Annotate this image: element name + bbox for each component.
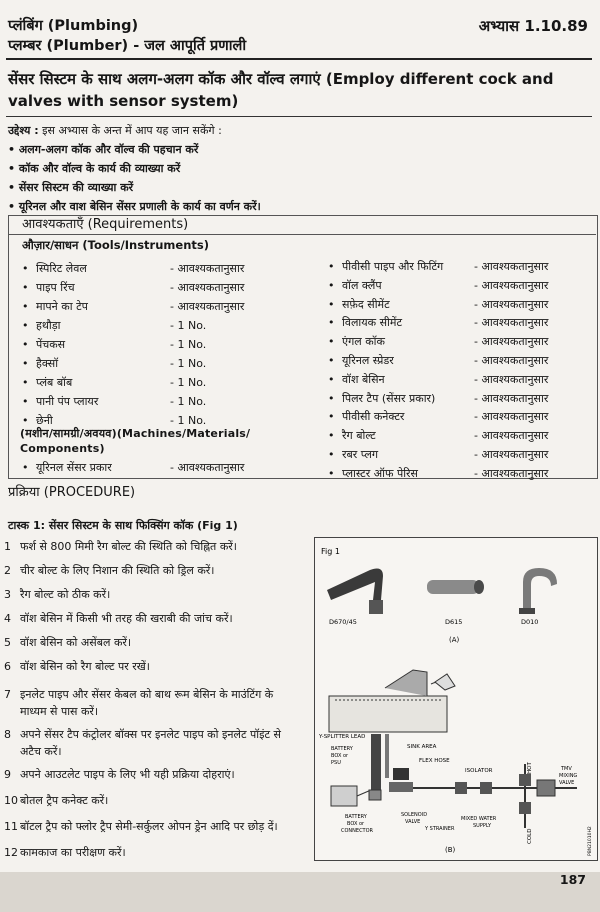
exercise-title: सेंसर सिस्टम के साथ अलग-अलग कॉक और वॉल्व लगाएं (Employ different cock and valves with sensor system) — [8, 70, 554, 110]
procedure-step — [4, 818, 286, 835]
requirement-item-qty: - आवश्यकतानुसार — [474, 410, 549, 424]
label-battery-1a: BATTERY — [331, 746, 353, 752]
machines-heading: (मशीन/सामग्री/अवयव)(Machines/Materials/ Components) — [20, 427, 251, 455]
bullet: • — [328, 278, 335, 292]
requirement-item-qty: - आवश्यकतानुसार — [474, 448, 549, 461]
label-sink-area: SINK AREA — [407, 744, 437, 750]
label-isolator: ISOLATOR — [465, 768, 493, 774]
requirement-item-name: प्लास्टर ऑफ पेरिस — [342, 466, 418, 480]
figure-drawing — [315, 538, 597, 860]
procedure-step — [4, 586, 286, 603]
label-box-2: BOX or — [347, 821, 365, 827]
requirement-item-qty: - 1 No. — [170, 395, 207, 408]
requirement-item-qty: - 1 No. — [170, 319, 207, 332]
requirement-item-name: पीवीसी पाइप और फिटिंग — [342, 260, 444, 273]
label-cold: COLD — [527, 828, 533, 844]
label-battery-1c: PSU — [331, 760, 341, 766]
step-number: 8 — [4, 728, 11, 741]
exercise-number: अभ्यास 1.10.89 — [478, 17, 588, 35]
requirement-item-qty: - 1 No. — [170, 376, 207, 389]
requirement-item-qty: - आवश्यकतानुसार — [170, 281, 245, 294]
part-d010-label: D010 — [521, 618, 539, 626]
connector-box-icon — [369, 790, 381, 800]
bullet: • — [22, 319, 29, 332]
requirement-item-name: यूरिनल सेंसर प्रकार — [36, 461, 112, 474]
objectives-lead: उद्देश्य : — [8, 124, 39, 137]
requirements-heading: आवश्यकताएँ (Requirements) — [8, 215, 596, 235]
requirement-item-qty: - आवश्यकतानुसार — [170, 300, 245, 313]
tap-d010-icon — [519, 568, 557, 614]
bullet: • — [328, 372, 335, 386]
requirement-item-name: वॉश बेसिन — [342, 372, 385, 386]
requirement-item-name: वॉल क्लैंप — [342, 278, 382, 292]
procedure-step — [4, 658, 286, 675]
label-solenoid-2: VALVE — [405, 819, 421, 825]
requirement-item-qty: - 1 No. — [170, 414, 207, 427]
requirement-item-name: छेनी — [36, 414, 53, 427]
step-number: 5 — [4, 636, 11, 649]
objective-item: • कॉक और वॉल्व के कार्य की व्याख्या करें — [8, 162, 181, 175]
figure-code: PBN21010H2 — [588, 826, 593, 856]
step-text: अपने आउटलेट पाइप के लिए भी यही प्रक्रिया दोहराएं। — [20, 768, 235, 781]
bullet: • — [22, 376, 29, 389]
requirement-item-qty: - आवश्यकतानुसार — [474, 429, 549, 443]
header-subject: प्लम्बर (Plumber) - जल आपूर्ति प्रणाली — [8, 38, 247, 54]
battery-box-icon — [331, 786, 371, 806]
step-number: 12 — [4, 846, 18, 859]
bullet: • — [328, 466, 335, 480]
procedure-heading: प्रक्रिया (PROCEDURE) — [8, 485, 136, 500]
bullet: • — [328, 448, 335, 461]
bullet: • — [328, 354, 335, 367]
requirement-item-qty: - आवश्यकतानुसार — [474, 335, 549, 349]
step-text: बोतल ट्रैप कनेक्ट करें। — [20, 794, 109, 807]
isolator-icon — [455, 774, 531, 814]
requirement-item-name: पानी पंप प्लायर — [36, 395, 99, 408]
step-text: बॉटल ट्रैप को फ्लोर ट्रैप सेमी-सर्कुलर ओपन ड्रेन आदि पर छोड़ दें। — [20, 820, 278, 833]
label-box-1: BATTERY — [345, 814, 367, 820]
objective-item: • अलग-अलग कॉक और वॉल्व की पहचान करें — [8, 143, 199, 156]
step-number: 1 — [4, 540, 11, 553]
label-solenoid-1: SOLENOID — [401, 812, 428, 818]
procedure-step — [4, 538, 286, 555]
procedure-step — [4, 634, 286, 651]
step-text: वॉश बेसिन में किसी भी तरह की खराबी की जांच करें। — [20, 612, 233, 625]
requirement-item-name: हैक्सॉ — [36, 357, 59, 370]
header-titles — [8, 16, 246, 56]
objective-item: • यूरिनल और वाश बेसिन सेंसर प्रणाली के कार्य का वर्णन करें। — [8, 200, 261, 213]
requirement-item-qty: - आवश्यकतानुसार — [170, 262, 245, 275]
bullet: • — [22, 461, 29, 474]
bullet: • — [22, 281, 29, 294]
procedure-step — [4, 686, 286, 720]
bullet: • — [328, 410, 335, 424]
label-flex-hose: FLEX HOSE — [419, 758, 450, 764]
battery-box-top-icon — [371, 734, 389, 790]
label-splitter: Y-SPLITTER LEAD — [319, 734, 366, 740]
bullet: • — [22, 414, 29, 427]
requirement-item-qty: - आवश्यकतानुसार — [474, 372, 549, 386]
step-number: 3 — [4, 588, 11, 601]
caption-a: (A) — [449, 636, 460, 644]
requirement-item-name: पेंचकस — [36, 338, 66, 351]
requirement-item-name: एंगल कॉक — [342, 335, 385, 349]
requirement-item-qty: - 1 No. — [170, 338, 207, 351]
step-number: 10 — [4, 794, 18, 807]
sink-drawing — [329, 670, 455, 732]
label-box-3: CONNECTOR — [341, 828, 374, 834]
step-text: कामकाज का परीक्षण करें। — [20, 846, 126, 859]
requirement-item-name: रबर प्लग — [342, 448, 379, 461]
procedure-step — [4, 726, 286, 760]
requirement-item-qty: - आवश्यकतानुसार — [474, 391, 549, 405]
objectives — [8, 121, 261, 216]
title-divider — [6, 116, 592, 117]
label-y-strainer: Y STRAINER — [425, 826, 455, 832]
bullet: • — [328, 429, 335, 443]
label-tmv-3: VALVE — [559, 780, 575, 786]
label-tmv-2: MIXING — [559, 773, 578, 779]
label-mixed-2: SUPPLY — [473, 823, 492, 829]
procedure-step — [4, 610, 286, 627]
requirement-item-name: पीवीसी कनेक्टर — [342, 410, 405, 424]
requirement-item-name: विलायक सीमेंट — [342, 316, 403, 330]
step-text: फर्श से 800 मिमी रैग बोल्ट की स्थिति को चिह्नित करें। — [20, 540, 237, 553]
fig-label: Fig 1 — [321, 547, 340, 556]
bullet: • — [22, 300, 29, 313]
step-text: इनलेट पाइप और सेंसर केबल को बाथ रूम बेसिन के माउंटिंग के माध्यम से पास करें। — [20, 688, 274, 718]
requirement-item-qty: - आवश्यकतानुसार — [474, 354, 549, 367]
requirement-item-name: प्लंब बॉब — [36, 376, 73, 389]
bullet: • — [328, 335, 335, 349]
part-d615-label: D615 — [445, 618, 463, 626]
requirement-item-name: स्पिरिट लेवल — [36, 262, 87, 275]
requirement-item-name: सफ़ेद सीमेंट — [342, 297, 390, 311]
footer-strip — [0, 872, 600, 912]
figure-1 — [314, 537, 598, 861]
procedure-step — [4, 844, 286, 861]
tap-d615-icon — [427, 580, 484, 594]
header-trade: प्लंबिंग (Plumbing) — [8, 18, 139, 34]
requirement-item-qty: - आवश्यकतानुसार — [474, 297, 549, 311]
procedure-step — [4, 792, 286, 809]
step-text: रैग बोल्ट को ठीक करें। — [20, 588, 111, 601]
part-d670-label: D670/45 — [329, 618, 357, 626]
requirement-item-name: पिलर टैप (सेंसर प्रकार) — [342, 391, 436, 405]
requirement-item-qty: - आवश्यकतानुसार — [474, 260, 549, 273]
requirement-item-name: रैग बोल्ट — [342, 429, 376, 443]
requirement-item-qty: - आवश्यकतानुसार — [474, 466, 549, 480]
header-divider — [6, 58, 592, 60]
bullet: • — [22, 338, 29, 351]
bullet: • — [328, 260, 335, 273]
requirement-item-qty: - आवश्यकतानुसार — [474, 278, 549, 292]
label-battery-1b: BOX or — [331, 753, 349, 759]
procedure-step — [4, 766, 286, 783]
bullet: • — [328, 297, 335, 311]
step-number: 11 — [4, 820, 18, 833]
objectives-intro: इस अभ्यास के अन्त में आप यह जान सकेंगे : — [42, 124, 222, 137]
requirement-item-qty: - 1 No. — [170, 357, 207, 370]
bullet: • — [328, 316, 335, 330]
page-number: 187 — [559, 872, 586, 887]
step-number: 9 — [4, 768, 11, 781]
step-number: 4 — [4, 612, 11, 625]
tools-heading: औज़ार/साधन (Tools/Instruments) — [22, 238, 209, 252]
label-mixed-1: MIXED WATER — [461, 816, 497, 822]
step-number: 6 — [4, 660, 11, 673]
step-number: 2 — [4, 564, 11, 577]
step-text: वॉश बेसिन को रैग बोल्ट पर रखें। — [20, 660, 150, 673]
requirement-item-name: यूरिनल स्प्रेडर — [342, 354, 394, 367]
step-text: वॉश बेसिन को असेंबल करें। — [20, 636, 132, 649]
tap-d670-icon — [327, 568, 383, 614]
requirement-item-name: हथौड़ा — [36, 319, 61, 332]
caption-b: (B) — [445, 846, 456, 854]
task-heading: टास्क 1: सेंसर सिस्टम के साथ फिक्सिंग कॉक (Fig 1) — [8, 519, 238, 532]
requirement-item-name: पाइप रिंच — [36, 281, 75, 294]
bullet: • — [22, 357, 29, 370]
objective-item: • सेंसर सिस्टम की व्याख्या करें — [8, 181, 134, 194]
step-text: अपने सेंसर टैप कंट्रोलर बॉक्स पर इनलेट पाइप को इनलेट पॉइंट से अटैच करें। — [20, 728, 281, 758]
step-text: चीर बोल्ट के लिए निशान की स्थिति को ड्रिल करें। — [20, 564, 215, 577]
step-number: 7 — [4, 688, 11, 701]
label-hot: HOT — [527, 762, 533, 774]
requirement-item-qty: - आवश्यकतानुसार — [170, 461, 245, 474]
solenoid-valve-icon — [389, 768, 413, 792]
procedure-step — [4, 562, 286, 579]
requirement-item-name: मापने का टेप — [36, 300, 88, 313]
bullet: • — [22, 395, 29, 408]
label-tmv-1: TMV — [561, 766, 572, 772]
bullet: • — [328, 391, 335, 405]
bullet: • — [22, 262, 29, 275]
requirement-item-qty: - आवश्यकतानुसार — [474, 316, 549, 330]
